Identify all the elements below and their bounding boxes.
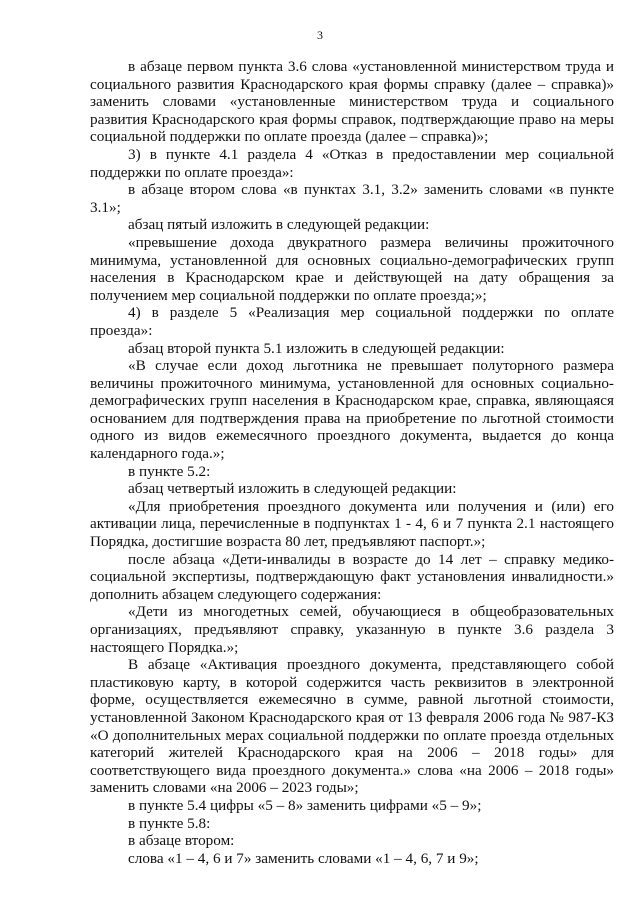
paragraph: в абзаце втором: (128, 832, 235, 850)
paragraph: в пункте 5.8: (128, 814, 211, 832)
paragraph: «В случае если доход льготника не превышает полуторного размера величины прожиточного минимума, установленной для основных социально-демографических групп населения в Краснодарском крае, справка, являющаяся основанием для подтверждения права на приобретение по льготной стоимости одного из видов ежемесячного проездного документа, выдается до конца календарного года.»; (90, 357, 614, 463)
paragraph: в абзаце первом пункта 3.6 слова «установленной министерством труда и социального развития Краснодарского края формы справку (далее – справка)» заменить словами «установленные министерством труда и социального развития Краснодарского края формы справок, подтверждающие право на меры социальной поддержки по оплате проезда (далее – справка)»; (90, 58, 614, 146)
paragraph: в пункте 5.4 цифры «5 – 8» заменить цифрами «5 – 9»; (128, 796, 482, 814)
document-body (90, 58, 614, 867)
paragraph: 3) в пункте 4.1 раздела 4 «Отказ в предоставлении мер социальной поддержки по оплате проезда»: (90, 145, 614, 181)
paragraph: 4) в разделе 5 «Реализация мер социальной поддержки по оплате проезда»: (90, 304, 614, 339)
page-number: 3 (317, 28, 323, 42)
paragraph: в абзаце втором слова «в пунктах 3.1, 3.2» заменить словами «в пункте 3.1»; (90, 181, 614, 216)
paragraph: после абзаца «Дети-инвалиды в возрасте до 14 лет – справку медико-социальной экспертизы, подтверждающую факт установления инвалидности.» дополнить абзацем следующего содержания: (90, 550, 614, 603)
paragraph: абзац пятый изложить в следующей редакции: (128, 216, 430, 234)
paragraph: «превышение дохода двукратного размера величины прожиточного минимума, установленной для основных социально-демографических групп населения в Краснодарском крае и действующей на дату обращения за получением мер социальной поддержки по оплате проезда;»; (90, 233, 614, 304)
paragraph: «Дети из многодетных семей, обучающиеся в общеобразовательных организациях, предъявляют справку, указанную в пункте 3.6 раздела 3 настоящего Порядка.»; (90, 603, 614, 656)
paragraph: В абзаце «Активация проездного документа, представляющего собой пластиковую карту, в которой содержится часть реквизитов в электронной форме, осуществляется ежемесячно в сумме, равной льготной стоимости, установленной Законом Краснодарского края от 13 февраля 2006 года № 987-КЗ «О дополнительных мерах социальной поддержки по оплате проезда отдельных категорий жителей Краснодарского края на 2006 – 2018 годы» для соответствующего вида проездного документа.» слова «на 2006 – 2018 годы» заменить словами «на 2006 – 2023 годы»; (90, 656, 614, 797)
paragraph: слова «1 – 4, 6 и 7» заменить словами «1 – 4, 6, 7 и 9»; (128, 849, 479, 867)
paragraph: абзац четвертый изложить в следующей редакции: (128, 480, 457, 498)
paragraph: абзац второй пункта 5.1 изложить в следующей редакции: (128, 339, 505, 357)
paragraph: «Для приобретения проездного документа или получения и (или) его активации лица, перечисленные в подпунктах 1 - 4, 6 и 7 пункта 2.1 настоящего Порядка, достигшие возраста 80 лет, предъявляют паспорт.»; (90, 497, 614, 551)
paragraph: в пункте 5.2: (128, 462, 211, 480)
